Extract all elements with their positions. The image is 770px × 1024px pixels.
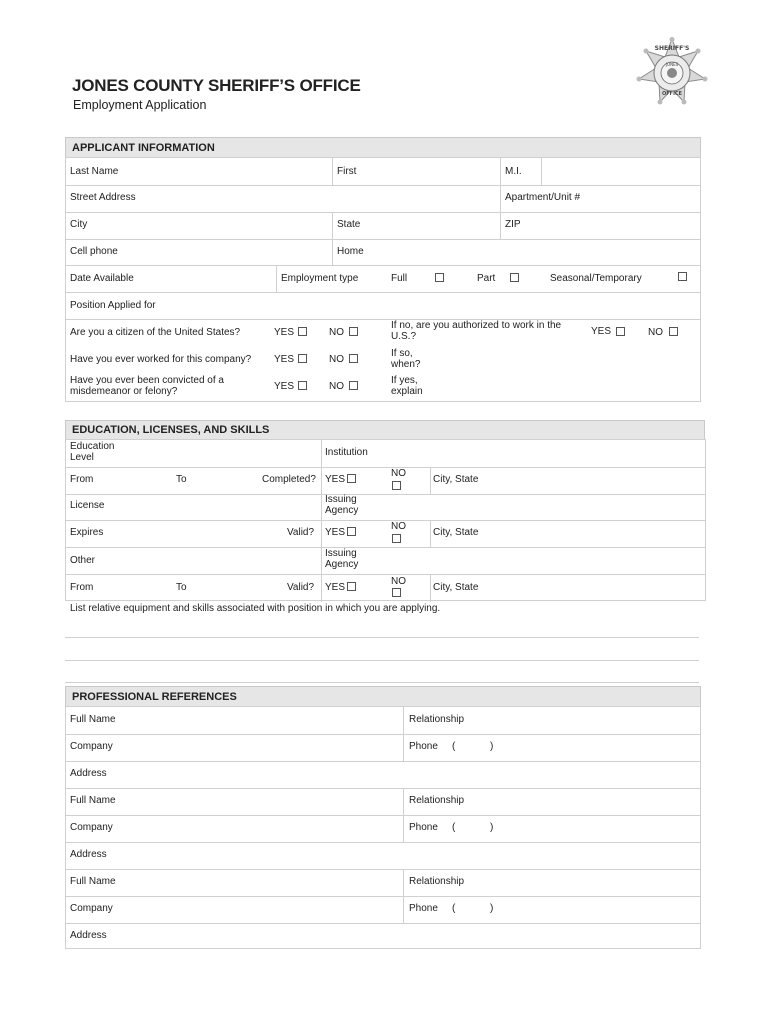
ref3-company-label: Company (70, 903, 113, 914)
license-yes-checkbox[interactable] (347, 527, 356, 536)
completed-no-checkbox[interactable] (392, 481, 401, 490)
convicted-question: Have you ever been convicted of a misdemeanor or felony? (70, 375, 224, 397)
street-address-label: Street Address (70, 192, 136, 203)
skills-note: List relative equipment and skills associated with position in which you are applying. (70, 603, 441, 614)
zip-label: ZIP (505, 219, 521, 230)
license-city-state-label: City, State (433, 527, 479, 538)
license-no-checkbox[interactable] (392, 534, 401, 543)
part-time-checkbox[interactable] (510, 273, 519, 282)
other-city-state-label: City, State (433, 582, 479, 593)
position-applied-label: Position Applied for (70, 300, 156, 311)
edu-city-state-label: City, State (433, 474, 479, 485)
page-subtitle: Employment Application (73, 98, 207, 112)
worked-yes-label: YES (274, 354, 295, 365)
convicted-yes-label: YES (274, 381, 295, 392)
authorized-question: If no, are you authorized to work in the U.S.? (391, 320, 562, 342)
authorized-yes-checkbox[interactable] (616, 327, 625, 336)
edu-from-label: From (70, 474, 94, 485)
authorized-no-checkbox[interactable] (669, 327, 678, 336)
full-time-label: Full (391, 273, 408, 284)
ref2-phone-paren-close: ) (490, 822, 494, 833)
state-label: State (337, 219, 361, 230)
ref2-company-label: Company (70, 822, 113, 833)
ref1-full-name-label: Full Name (70, 714, 116, 725)
if-so-when-label: If so, when? (391, 348, 421, 370)
seasonal-label: Seasonal/Temporary (550, 273, 642, 284)
badge-bottom-text: OFFICE (661, 91, 683, 97)
citizen-no-checkbox[interactable] (349, 327, 358, 336)
ref1-relationship-label: Relationship (409, 714, 465, 725)
ref2-address-label: Address (70, 849, 107, 860)
badge-mid-text: JONES (665, 62, 679, 67)
expires-label: Expires (70, 527, 104, 538)
citizen-question: Are you a citizen of the United States? (70, 327, 241, 338)
skills-line-2[interactable] (65, 660, 699, 661)
other-from-label: From (70, 582, 94, 593)
edu-to-label: To (176, 474, 187, 485)
last-name-label: Last Name (70, 166, 119, 177)
institution-label: Institution (325, 447, 368, 458)
apartment-unit-label: Apartment/Unit # (505, 192, 581, 203)
completed-yes-checkbox[interactable] (347, 474, 356, 483)
worked-no-label: NO (329, 354, 344, 365)
references-section (65, 706, 701, 949)
employment-type-label: Employment type (281, 273, 359, 284)
ref3-phone-paren-close: ) (490, 903, 494, 914)
ref2-relationship-label: Relationship (409, 795, 465, 806)
ref3-address-label: Address (70, 930, 107, 941)
license-issuing-agency-label: Issuing Agency (325, 494, 359, 516)
sheriff-star-badge-icon (636, 37, 708, 105)
middle-initial-label: M.I. (505, 166, 522, 177)
applicant-info-heading: APPLICANT INFORMATION (65, 137, 701, 158)
worked-no-checkbox[interactable] (349, 354, 358, 363)
ref1-address-label: Address (70, 768, 107, 779)
authorized-yes-label: YES (591, 326, 612, 337)
completed-label: Completed? (262, 474, 316, 485)
ref2-full-name-label: Full Name (70, 795, 116, 806)
ref1-company-label: Company (70, 741, 113, 752)
other-yes-checkbox[interactable] (347, 582, 356, 591)
ref3-full-name-label: Full Name (70, 876, 116, 887)
page-title: JONES COUNTY SHERIFF’S OFFICE (72, 76, 361, 95)
date-available-label: Date Available (70, 273, 134, 284)
license-valid-label: Valid? (287, 527, 315, 538)
authorized-no-label: NO (648, 327, 663, 338)
education-section (65, 439, 706, 601)
ref1-phone-paren-close: ) (490, 741, 494, 752)
completed-yes-label: YES (325, 474, 346, 485)
ref1-phone-paren-open: ( (452, 741, 456, 752)
if-yes-explain-label: If yes, explain (391, 375, 423, 397)
badge-top-text: SHERIFF'S (654, 45, 690, 52)
citizen-no-label: NO (329, 327, 344, 338)
other-no-checkbox[interactable] (392, 588, 401, 597)
convicted-no-label: NO (329, 381, 344, 392)
license-yes-label: YES (325, 527, 346, 538)
skills-line-1[interactable] (65, 637, 699, 638)
other-to-label: To (176, 582, 187, 593)
references-heading: PROFESSIONAL REFERENCES (65, 686, 701, 707)
education-heading: EDUCATION, LICENSES, AND SKILLS (65, 420, 705, 440)
worked-question: Have you ever worked for this company? (70, 354, 252, 365)
skills-line-3[interactable] (65, 682, 699, 683)
ref1-phone-label: Phone (409, 741, 438, 752)
other-label: Other (70, 555, 96, 566)
first-name-label: First (337, 166, 357, 177)
convicted-yes-checkbox[interactable] (298, 381, 307, 390)
citizen-yes-checkbox[interactable] (298, 327, 307, 336)
home-phone-label: Home (337, 246, 364, 257)
city-label: City (70, 219, 88, 230)
ref3-phone-paren-open: ( (452, 903, 456, 914)
license-label: License (70, 500, 105, 511)
part-time-label: Part (477, 273, 496, 284)
citizen-yes-label: YES (274, 327, 295, 338)
convicted-no-checkbox[interactable] (349, 381, 358, 390)
other-valid-label: Valid? (287, 582, 315, 593)
completed-no-label: NO (391, 468, 406, 479)
ref2-phone-label: Phone (409, 822, 438, 833)
other-no-label: NO (391, 576, 406, 587)
other-issuing-agency-label: Issuing Agency (325, 548, 359, 570)
other-yes-label: YES (325, 582, 346, 593)
license-no-label: NO (391, 521, 406, 532)
cell-phone-label: Cell phone (70, 246, 118, 257)
worked-yes-checkbox[interactable] (298, 354, 307, 363)
ref3-phone-label: Phone (409, 903, 438, 914)
education-level-label: Education Level (70, 441, 115, 463)
ref2-phone-paren-open: ( (452, 822, 456, 833)
full-time-checkbox[interactable] (435, 273, 444, 282)
seasonal-checkbox[interactable] (678, 272, 687, 281)
ref3-relationship-label: Relationship (409, 876, 465, 887)
